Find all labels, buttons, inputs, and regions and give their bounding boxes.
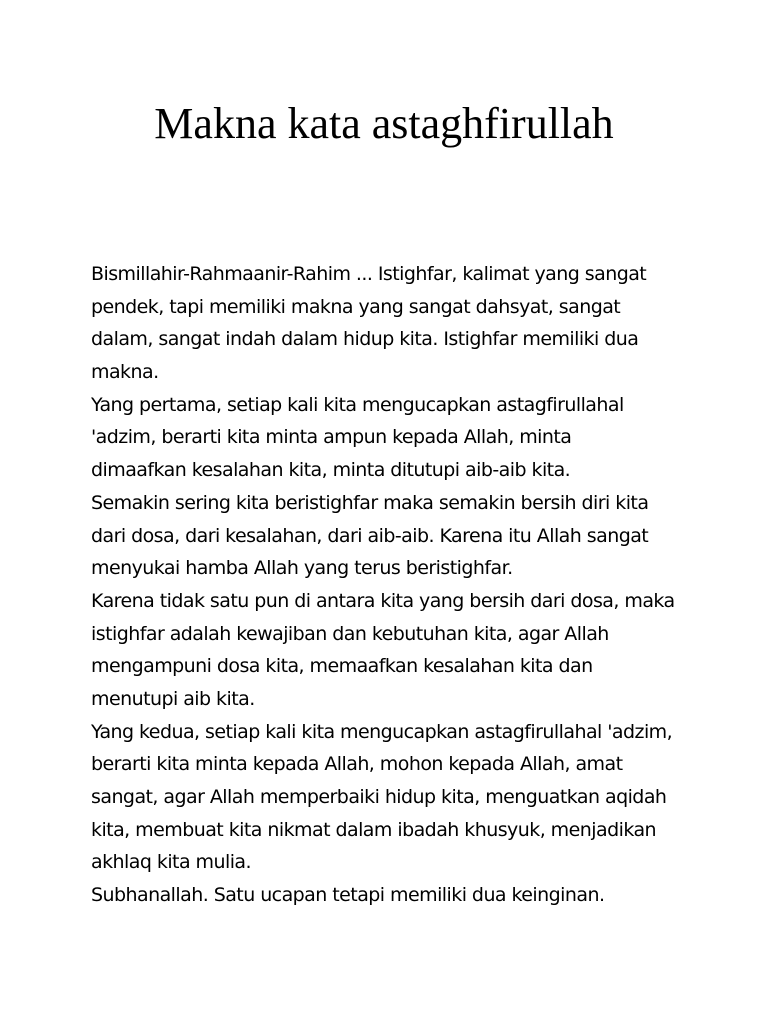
body-line: 'adzim, berarti kita minta ampun kepada Allah, minta [91,426,572,449]
body-line: dimaafkan kesalahan kita, minta ditutupi aib-aib kita. [91,459,571,482]
body-line: Karena tidak satu pun di antara kita yang bersih dari dosa, maka [91,589,675,612]
body-line: menyukai hamba Allah yang terus beristighfar. [91,557,513,580]
body-line: menutupi aib kita. [91,687,255,710]
document-title: Makna kata astaghfirullah [154,99,614,148]
body-line: mengampuni dosa kita, memaafkan kesalahan kita dan [91,655,593,678]
body-line: Subhanallah. Satu ucapan tetapi memiliki dua keinginan. [91,884,605,907]
body-line: Semakin sering kita beristighfar maka semakin bersih diri kita [91,491,649,514]
body-line: dari dosa, dari kesalahan, dari aib-aib. Karena itu Allah sangat [91,524,649,547]
body-line: kita, membuat kita nikmat dalam ibadah khusyuk, menjadikan [91,818,657,841]
body-line: dalam, sangat indah dalam hidup kita. Istighfar memiliki dua [91,328,639,351]
document-body [91,258,711,912]
body-line: Yang pertama, setiap kali kita mengucapkan astagfirullahal [91,393,624,416]
body-line: akhlaq kita mulia. [91,851,252,874]
body-line: Yang kedua, setiap kali kita mengucapkan astagfirullahal 'adzim, [91,720,673,743]
body-line: berarti kita minta kepada Allah, mohon kepada Allah, amat [91,753,623,776]
body-line: sangat, agar Allah memperbaiki hidup kita, menguatkan aqidah [91,786,667,808]
body-line: pendek, tapi memiliki makna yang sangat dahsyat, sangat [91,295,621,318]
body-line: makna. [91,361,159,384]
body-line: Bismillahir-Rahmaanir-Rahim ... Istighfar, kalimat yang sangat [91,263,647,285]
body-line: istighfar adalah kewajiban dan kebutuhan kita, agar Allah [91,622,609,645]
